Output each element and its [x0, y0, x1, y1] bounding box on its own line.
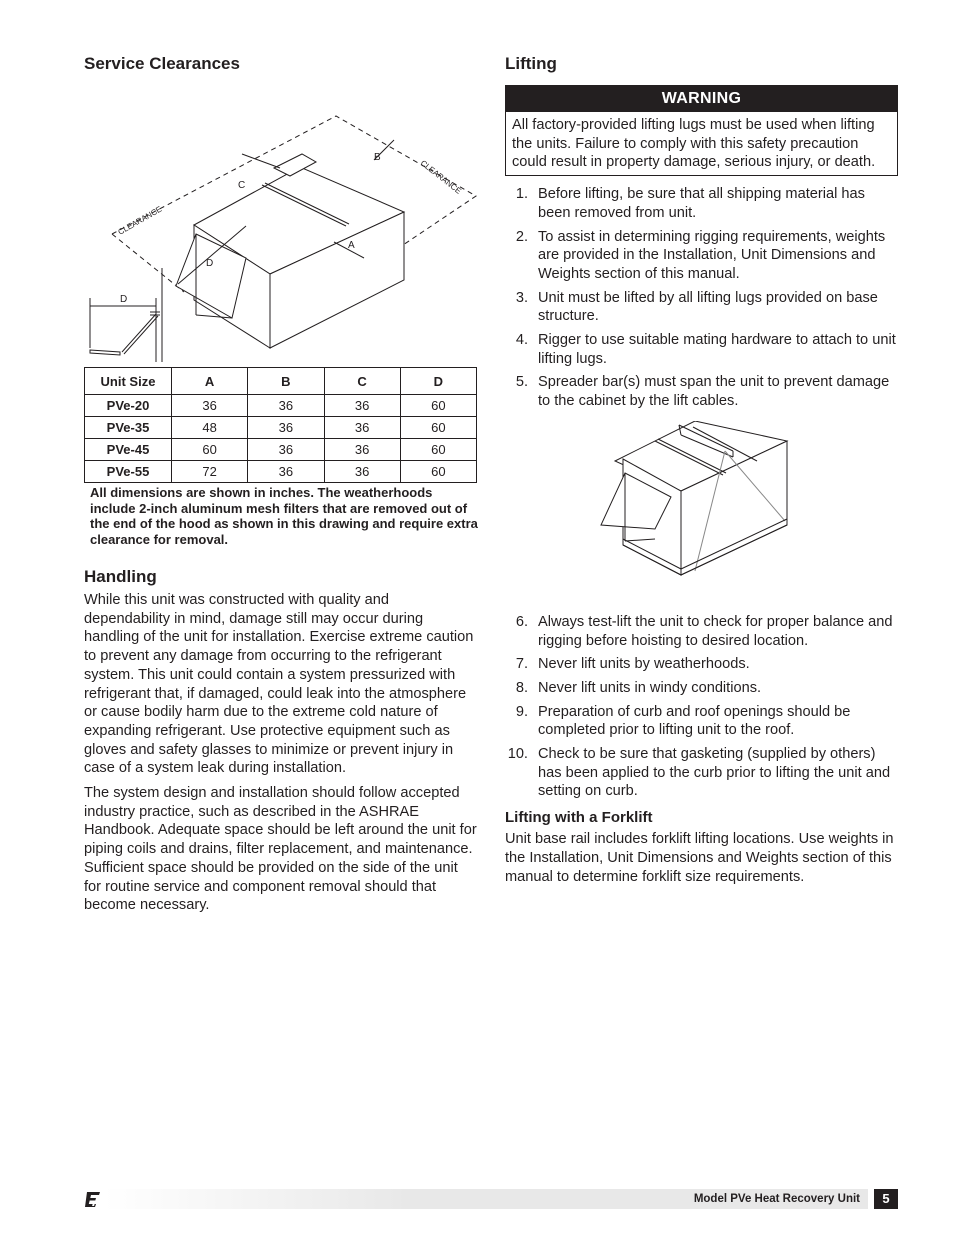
table-cell: 60	[400, 461, 476, 483]
table-cell: 36	[248, 417, 324, 439]
step-text: Always test-lift the unit to check for proper balance and rigging before hoisting to desired location.	[538, 613, 893, 649]
dim-label-d-hood: D	[206, 258, 214, 269]
step-number: 3.	[515, 289, 528, 306]
table-cell: 60	[400, 395, 476, 417]
table-cell: 36	[248, 461, 324, 483]
dim-label-b: B	[374, 152, 381, 163]
step-text: Never lift units by weatherhoods.	[538, 656, 750, 673]
table-cell: 36	[324, 395, 400, 417]
table-row	[85, 417, 477, 439]
table-row	[85, 461, 477, 483]
page-number: 5	[874, 1189, 898, 1209]
step-number: 4.	[515, 332, 528, 349]
table-header: C	[324, 368, 400, 395]
page-footer	[84, 1189, 898, 1209]
clearance-table	[84, 367, 477, 483]
table-header-row	[85, 368, 477, 395]
step-number: 1.	[515, 186, 528, 203]
table-cell: 60	[172, 439, 248, 461]
table-cell: 36	[172, 395, 248, 417]
step-number: 5.	[515, 374, 528, 391]
table-cell: 36	[324, 439, 400, 461]
lifting-heading: Lifting	[505, 54, 557, 73]
dim-label-c: C	[238, 180, 246, 191]
service-clearance-diagram	[84, 80, 478, 365]
list-item	[505, 331, 898, 368]
step-number: 6.	[515, 613, 528, 630]
list-item	[505, 613, 898, 650]
list-item	[505, 185, 898, 222]
table-header: Unit Size	[85, 368, 172, 395]
step-text: Check to be sure that gasketing (supplied by others) has been applied to the curb prior to lifting the unit and setting on curb.	[538, 746, 891, 800]
list-item	[505, 745, 898, 801]
table-cell: 36	[324, 417, 400, 439]
step-text: To assist in determining rigging requirements, weights are provided in the Installation, Unit Dimensions and Weights section of this manual.	[538, 228, 886, 282]
list-item	[505, 228, 898, 284]
list-item	[505, 289, 898, 326]
table-cell: PVe-20	[85, 395, 172, 417]
lifting-steps-list	[505, 185, 898, 411]
handling-paragraph: The system design and installation should follow accepted industry practice, such as described in the ASHRAE Handbook. Adequate space should be left around the unit for piping coils and drains, filter replacement, and maintenance. Sufficient space should be provided on the side of the unit for routine service and component removal should that become necessary.	[84, 785, 477, 914]
table-cell: 60	[400, 439, 476, 461]
step-number: 2.	[515, 228, 528, 245]
company-logo-icon	[84, 1190, 102, 1208]
table-header: B	[248, 368, 324, 395]
dim-label-d-detail: D	[120, 294, 128, 305]
forklift-paragraph: Unit base rail includes forklift lifting locations. Use weights in the Installation, Unit Dimensions and Weights section of this manual to determine forklift size requirements.	[505, 831, 894, 885]
step-number: 8.	[515, 679, 528, 696]
left-column	[84, 50, 478, 921]
step-number: 10.	[507, 746, 528, 763]
list-item	[505, 373, 898, 410]
step-text: Preparation of curb and roof openings should be completed prior to lifting unit to the roof.	[538, 703, 851, 739]
step-text: Before lifting, be sure that all shipping material has been removed from unit.	[538, 186, 865, 221]
dim-label-a: A	[348, 240, 355, 251]
step-text: Never lift units in windy conditions.	[538, 679, 762, 696]
step-text: Rigger to use suitable mating hardware to attach to unit lifting lugs.	[538, 332, 896, 367]
table-cell: 36	[248, 439, 324, 461]
handling-heading: Handling	[84, 567, 157, 586]
footer-model-title: Model PVe Heat Recovery Unit	[693, 1193, 860, 1205]
table-row	[85, 439, 477, 461]
list-item	[505, 679, 898, 698]
warning-box	[505, 85, 898, 176]
table-cell: 36	[248, 395, 324, 417]
lifting-diagram	[505, 421, 898, 603]
table-cell: 72	[172, 461, 248, 483]
table-row	[85, 395, 477, 417]
step-text: Unit must be lifted by all lifting lugs provided on base structure.	[538, 289, 878, 325]
table-cell: 60	[400, 417, 476, 439]
list-item	[505, 703, 898, 740]
clearance-label-right: CLEARANCE	[418, 158, 463, 196]
clearance-label-left: CLEARANCE	[116, 204, 164, 237]
table-cell: PVe-45	[85, 439, 172, 461]
table-header: A	[172, 368, 248, 395]
warning-text: All factory-provided lifting lugs must be used when lifting the units. Failure to comply with this safety precaution could result in property damage, serious injury, or death.	[512, 117, 876, 171]
forklift-heading: Lifting with a Forklift	[505, 809, 653, 827]
lifting-steps-list-continued	[505, 613, 898, 801]
handling-paragraph: While this unit was constructed with quality and dependability in mind, damage still may occur during handling of the unit for installation. Exercise extreme caution to prevent any damage from occurring to the refrigerant system. This unit could contain a system pressurized with refrigerant that, if damaged, could leak into the atmosphere or cause bodily harm due to the extreme cold nature of expanding refrigerant. Use protective equipment such as gloves and safety glasses to minimize or prevent injury in case of a system leak during installation.	[84, 592, 474, 777]
list-item	[505, 655, 898, 674]
table-note: All dimensions are shown in inches. The weatherhoods include 2-inch aluminum mesh filters that are removed out of the end of the hood as shown in this drawing and require extra clearance for removal.	[90, 485, 478, 547]
step-number: 9.	[515, 703, 528, 720]
step-text: Spreader bar(s) must span the unit to prevent damage to the cabinet by the lift cables.	[538, 374, 890, 410]
table-cell: PVe-55	[85, 461, 172, 483]
table-cell: 48	[172, 417, 248, 439]
table-cell: 36	[324, 461, 400, 483]
step-number: 7.	[515, 656, 528, 673]
right-column	[505, 50, 898, 892]
service-clearances-heading: Service Clearances	[84, 54, 240, 73]
table-cell: PVe-35	[85, 417, 172, 439]
table-header: D	[400, 368, 476, 395]
warning-title: WARNING	[506, 86, 897, 112]
